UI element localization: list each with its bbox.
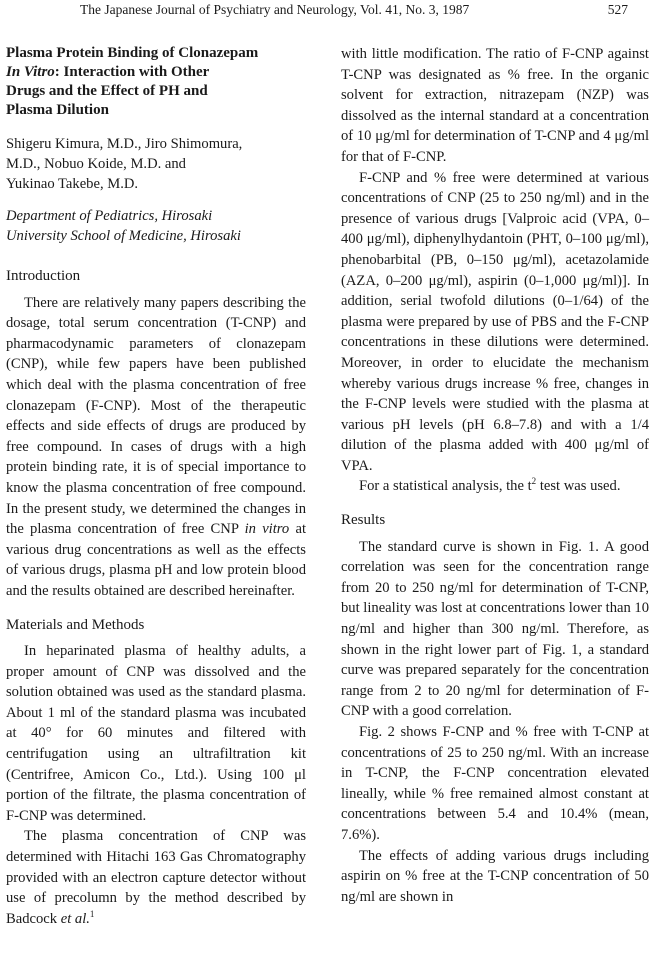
text-run: test was used.	[536, 478, 621, 495]
journal-citation: The Japanese Journal of Psychiatry and Neurology, Vol. 41, No. 3, 1987	[80, 2, 470, 17]
results-paragraph: Fig. 2 shows F-CNP and % free with T-CNP at concentrations of 25 to 250 ng/ml. With an increase in T-CNP, the F-CNP concentration elevated lineally, while % free remained almost constant at concentrations between 5.4 and 10.4% (mean, 7.6%).	[341, 724, 649, 843]
title-rest: : Interaction with Other	[54, 64, 210, 80]
methods-heading: Materials and Methods	[6, 616, 145, 633]
title-italic: In Vitro	[6, 64, 55, 80]
left-column	[6, 44, 306, 929]
affiliation-line: Department of Pediatrics, Hirosaki	[6, 208, 213, 224]
text-run: The plasma concentration of CNP was determined with Hitachi 163 Gas Chromatography provided with an electron capture detector without use of precolumn by the method described by Badcock	[6, 828, 306, 927]
introduction-heading: Introduction	[6, 268, 81, 284]
results-heading: Results	[341, 512, 386, 529]
author-line: Yukinao Takebe, M.D.	[6, 176, 139, 192]
text-run: at various drug concentrations as well as the effects of various drugs, plasma pH and low protein blood and the results obtained are described hereinafter.	[6, 521, 306, 599]
text-run: For a statistical analysis, the t	[359, 478, 532, 495]
title-line: Plasma Dilution	[6, 102, 109, 118]
introduction-paragraph	[6, 293, 306, 602]
footnote-ref: 1	[89, 908, 95, 919]
affiliation	[6, 206, 306, 246]
page-number: 527	[607, 2, 628, 17]
author-line: Shigeru Kimura, M.D., Jiro Shimomura,	[6, 136, 243, 152]
title-line	[6, 63, 306, 82]
methods-paragraph: with little modification. The ratio of F-CNP against T-CNP was designated as % free. In the organic solvent for extraction, nitrazepam (NZP) was dissolved as the internal standard at a concentration of 10 μg/ml for determination of T-CNP and 4 μg/ml for that of F-CNP.	[341, 46, 649, 165]
methods-paragraph	[341, 476, 649, 497]
right-column	[341, 44, 649, 907]
article-title	[6, 44, 306, 120]
author-list	[6, 134, 306, 194]
title-line: Drugs and the Effect of PH and	[6, 83, 208, 99]
results-paragraph: The standard curve is shown in Fig. 1. A good correlation was seen for the concentration range from 20 to 250 ng/ml for determination of T-CNP, but lineality was lost at concentrations lower than 10 ng/ml and higher than 300 ng/ml. Therefore, as shown in the right lower part of Fig. 1, a standard curve was prepared separately for the concentration range from 2 to 20 ng/ml for determination of F-CNP with a good correlation.	[341, 538, 650, 720]
affiliation-line: University School of Medicine, Hirosaki	[6, 228, 241, 244]
author-line: M.D., Nobuo Koide, M.D. and	[6, 156, 186, 172]
italic-run: in vitro	[244, 521, 290, 538]
running-header	[40, 0, 630, 20]
italic-run: et al.	[60, 910, 90, 927]
methods-paragraph: F-CNP and % free were determined at various concentrations of CNP (25 to 250 ng/ml) and in the presence of various drugs [Valproic acid (VPA, 0–400 μg/ml), diphenylhydantoin (PHT, 0–100 μg/ml), phenobarbital (PB, 0–150 μg/ml), acetazolamide (AZA, 0–200 μg/ml), aspirin (0–1,000 μg/ml)]. In addition, serial twofold dilutions (0–1/64) of the plasma were prepared by use of PBS and the F-CNP concentrations in these dilutions were determined. Moreover, in order to elucidate the mechanism whereby various drugs increase % free, changes in the F-CNP levels were studied with the plasma at various pH levels (pH 6.8–7.8) and with a 1/4 dilution of the plasma added with 400 μg/ml of VPA.	[341, 169, 649, 474]
methods-paragraph	[6, 826, 306, 929]
superscript: 2	[531, 476, 537, 487]
title-line: Plasma Protein Binding of Clonazepam	[6, 45, 259, 61]
text-run: There are relatively many papers describing the dosage, total serum concentration (T-CNP) and pharmacodynamic parameters of clonazepam (CNP), while few papers have been published which deal with the plasma concentration of free clonazepam (F-CNP). Most of the therapeutic effects and side effects of drugs are produced by free compound. In cases of drugs with a high protein binding rate, it is of special importance to know the plasma concentration of free compound. In the present study, we determined the changes in the plasma concentration of free CNP	[6, 294, 306, 538]
results-paragraph: The effects of adding various drugs including aspirin on % free at the T-CNP concentration of 50 ng/ml are shown in	[341, 847, 649, 905]
methods-paragraph: In heparinated plasma of healthy adults, a proper amount of CNP was dissolved and the solution obtained was used as the standard plasma. About 1 ml of the standard plasma was incubated at 40° for 60 minutes and filtered with centrifugation using an ultrafiltration kit (Centrifree, Amicon Co., Ltd.). Using 100 μl portion of the filtrate, the plasma concentration of F-CNP was determined.	[6, 643, 306, 824]
